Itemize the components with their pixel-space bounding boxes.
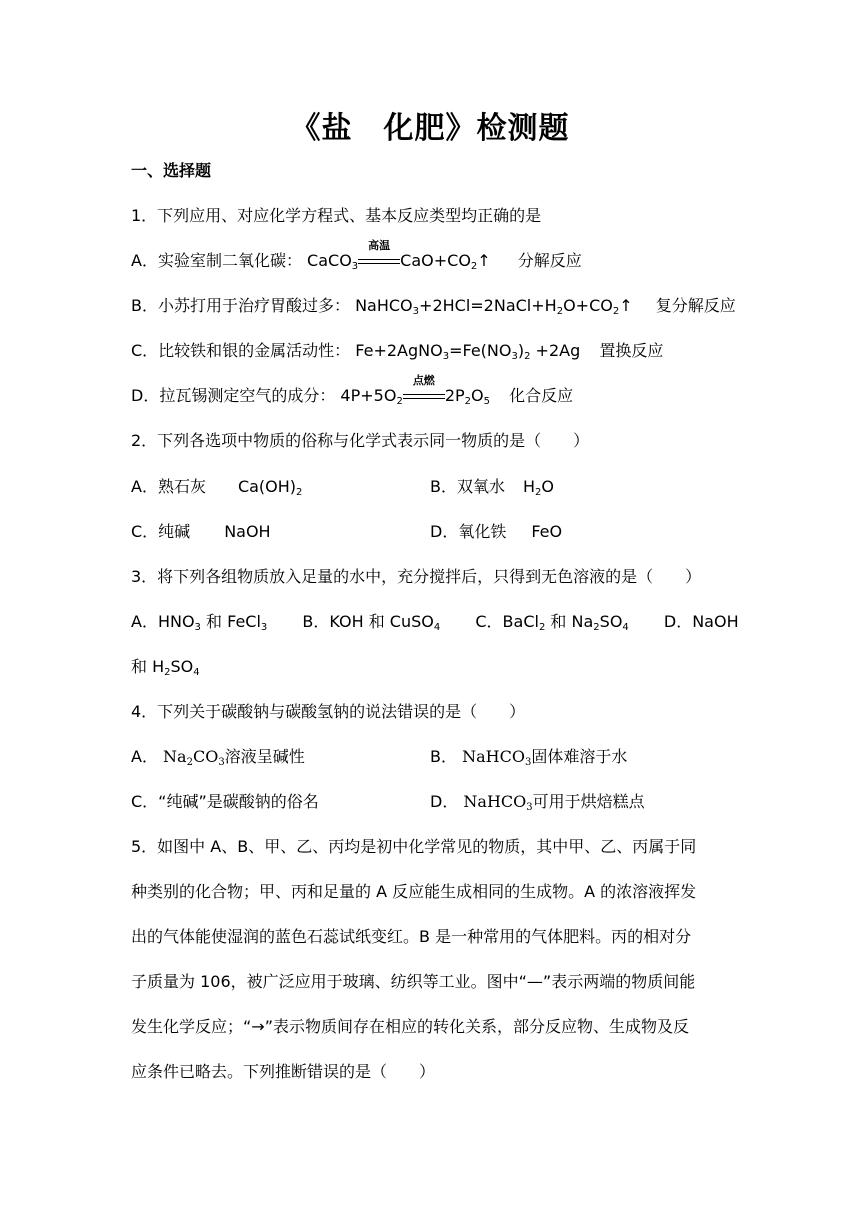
- question-2-option-a: A．熟石灰 $Ca(OH)_2$: [131, 477, 303, 498]
- page-title: 《盐 化肥》检测题: [290, 111, 570, 146]
- question-3-option-d: D．NaOH: [663, 612, 739, 631]
- question-2-option-c: C．纯碱 NaOH: [131, 522, 271, 541]
- reaction-condition-high-temp: 高温: [358, 250, 400, 272]
- reaction-type-label: 化合反应: [509, 386, 574, 405]
- question-4-option-b: B． NaHCO$_3$固体难溶于水: [430, 747, 628, 768]
- question-1-option-d: [131, 374, 574, 407]
- question-5-line-4: 子质量为 106，被广泛应用于玻璃、纺织等工业。图中“—”表示两端的物质间能: [131, 972, 696, 991]
- reaction-condition-ignite: 点燃: [403, 385, 445, 407]
- question-3-option-a: A．$HNO_3$ 和 FeCl$_3$: [131, 612, 268, 633]
- question-4-stem: 4．下列关于碳酸钠与碳酸氢钠的说法错误的是（ ）: [131, 702, 526, 721]
- question-3-option-c: C．BaCl$_2$ 和 $Na_2SO_4$: [475, 612, 629, 633]
- option-a-prefix: A．实验室制二氧化碳：: [131, 251, 302, 270]
- question-1-stem: 1．下列应用、对应化学方程式、基本反应类型均正确的是: [131, 206, 542, 225]
- equation-c: $Fe+2AgNO_3=Fe(NO_3)_2 +2Ag$: [355, 341, 581, 362]
- option-b-prefix: B．小苏打用于治疗胃酸过多：: [131, 296, 350, 315]
- question-3-options: [131, 611, 739, 633]
- question-4-option-d: D． NaHCO$_3$可用于烘焙糕点: [430, 792, 645, 813]
- question-5-line-2: 种类别的化合物；甲、丙和足量的 A 反应能生成相同的生成物。A 的浓溶液挥发: [131, 882, 697, 901]
- reaction-type-label: 复分解反应: [655, 296, 736, 315]
- equation-a: CaCO$_3$ 高温 $CaO+CO_2↑$: [307, 239, 491, 272]
- reaction-type-label: 分解反应: [517, 251, 582, 270]
- question-1-option-c: [131, 340, 663, 362]
- reaction-type-label: 置换反应: [599, 341, 664, 360]
- question-2-option-d: D．氧化铁 FeO: [430, 522, 563, 541]
- section-heading: 一、选择题: [131, 161, 212, 180]
- question-4-option-c: C．“纯碱”是碳酸钠的俗名: [131, 792, 319, 811]
- question-2-stem: 2．下列各选项中物质的俗称与化学式表示同一物质的是（ ）: [131, 431, 590, 450]
- question-3-option-d-continued: 和 $H_2SO_4$: [131, 657, 200, 678]
- equation-b: $NaHCO_3+2HCl=2NaCl+H_2O+CO_2↑$: [355, 296, 633, 317]
- question-3-stem: 3．将下列各组物质放入足量的水中，充分搅拌后，只得到无色溶液的是（ ）: [131, 567, 702, 586]
- question-5-line-5: 发生化学反应；“→”表示物质间存在相应的转化关系，部分反应物、生成物及反: [131, 1017, 689, 1036]
- equation-d: $4P+5O_2$ 点燃 $2P_2O_5$: [340, 374, 490, 407]
- question-1-option-a: [131, 239, 582, 272]
- question-5-line-6: 应条件已略去。下列推断错误的是（ ）: [131, 1062, 436, 1081]
- question-1-option-b: [131, 295, 736, 317]
- question-3-option-b: B．KOH 和 CuSO$_4$: [302, 612, 441, 633]
- option-c-prefix: C．比较铁和银的金属活动性：: [131, 341, 351, 360]
- question-5-line-1: 5．如图中 A、B、甲、乙、丙均是初中化学常见的物质，其中甲、乙、丙属于同: [131, 837, 697, 856]
- question-2-option-b: B．双氧水 $H_2O$: [430, 477, 554, 498]
- question-5-line-3: 出的气体能使湿润的蓝色石蕊试纸变红。B 是一种常用的气体肥料。丙的相对分: [131, 927, 692, 946]
- question-4-option-a: A． $Na_2CO_3$溶液呈碱性: [131, 747, 305, 768]
- option-d-prefix: D．拉瓦锡测定空气的成分：: [131, 386, 336, 405]
